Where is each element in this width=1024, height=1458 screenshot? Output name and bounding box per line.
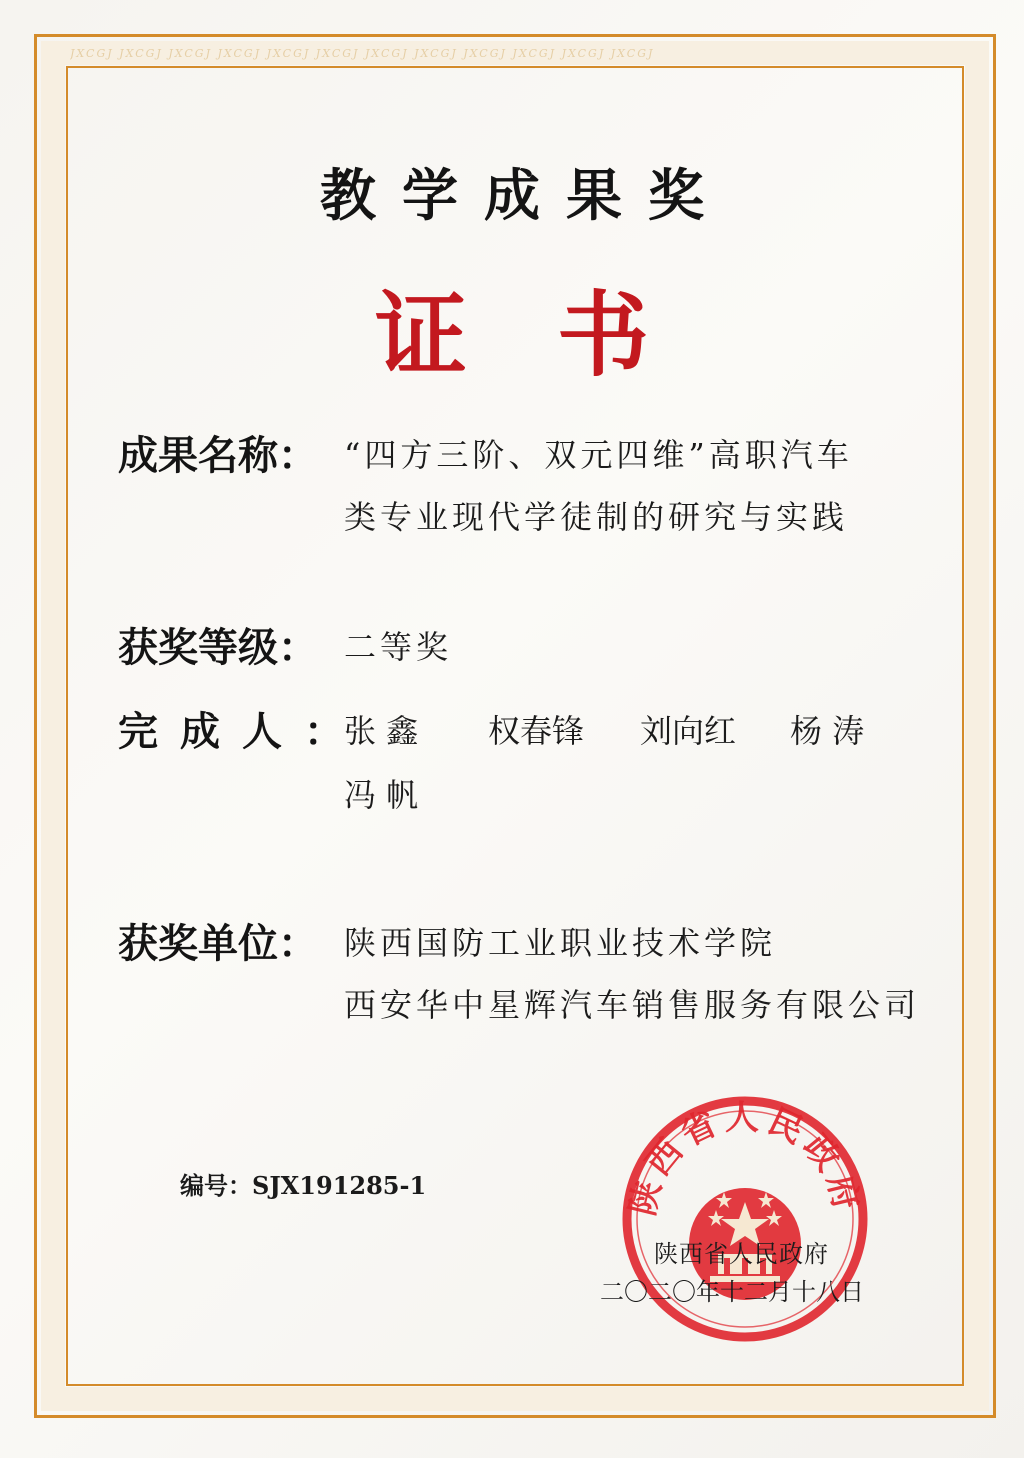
completer-name: 张 鑫 (344, 712, 419, 750)
achievement-label: 成果名称： (118, 432, 318, 479)
svg-text:陕西省人民政府: 陕西省人民政府 (622, 1097, 868, 1220)
official-seal (618, 1092, 872, 1346)
completer-name: 刘向红 (640, 712, 737, 750)
award-level-label: 获奖等级： (118, 624, 318, 671)
completer-name: 杨 涛 (790, 712, 865, 750)
award-level-value: 二等奖 (344, 628, 453, 666)
award-unit-2: 西安华中星辉汽车销售服务有限公司 (344, 986, 921, 1024)
completer-name: 冯 帆 (344, 776, 419, 814)
certificate-title: 教学成果奖 (320, 163, 730, 229)
completers-label: 完成人： (118, 708, 366, 755)
certificate-subtitle: 证书 (374, 281, 739, 389)
award-unit-1: 陕西国防工业职业技术学院 (344, 924, 777, 962)
issuer-name: 陕西省人民政府 (654, 1240, 829, 1268)
border-pattern-text: JXCGJ JXCGJ JXCGJ JXCGJ JXCGJ JXCGJ JXCGJ JXCGJ JXCGJ JXCGJ JXCGJ JXCGJ (70, 47, 655, 60)
completer-name: 权春锋 (488, 712, 585, 750)
achievement-line-1: “四方三阶、双元四维”高职汽车 (344, 436, 853, 474)
certificate-number: 编号：SJX191285-1 (180, 1171, 427, 1200)
issue-date: 二〇二〇年十二月十八日 (600, 1278, 864, 1306)
border-pattern-top (70, 47, 960, 60)
achievement-line-2: 类专业现代学徒制的研究与实践 (344, 498, 849, 536)
units-label: 获奖单位： (118, 920, 318, 967)
